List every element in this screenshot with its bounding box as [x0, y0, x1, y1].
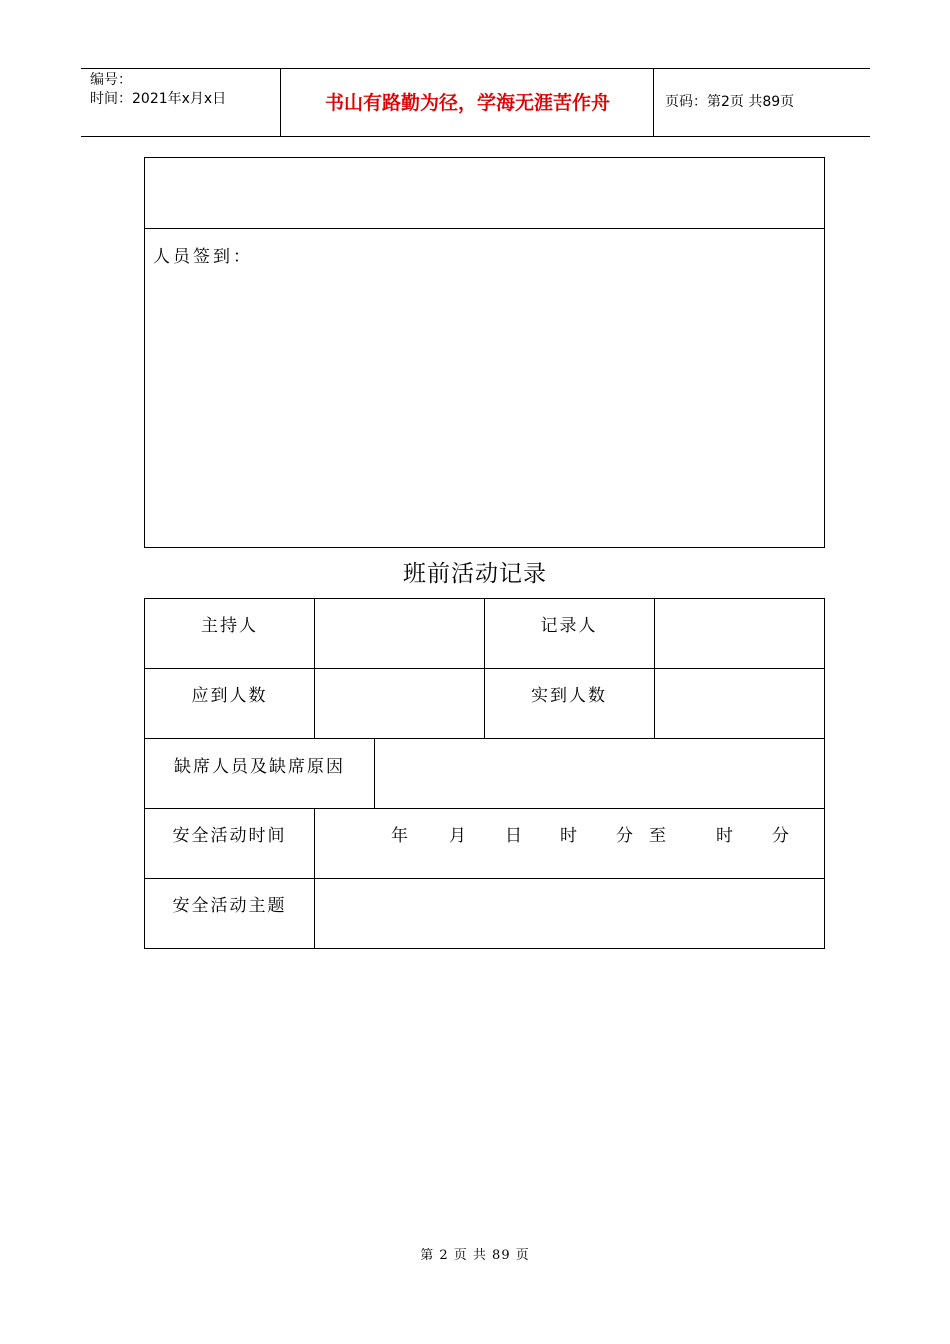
record-table — [144, 598, 825, 949]
header-motto-cell — [282, 69, 654, 136]
activity-time-label: 安全活动时间 — [172, 826, 287, 846]
page-footer: 第 2 页 共 89 页 — [420, 1248, 530, 1263]
header-motto: 书山有路勤为径，学海无涯苦作舟 — [324, 92, 610, 114]
expected-count-value[interactable] — [315, 685, 484, 707]
time-unit-minute: 分 — [616, 826, 633, 846]
signin-box-divider — [145, 228, 824, 229]
document-number-label: 编号： — [90, 72, 132, 88]
column-divider — [314, 809, 315, 949]
host-label: 主持人 — [201, 616, 258, 636]
activity-theme-label: 安全活动主题 — [172, 896, 287, 916]
time-unit-month: 月 — [449, 826, 466, 846]
time-unit-year: 年 — [391, 826, 408, 846]
time-unit-hour: 时 — [560, 826, 577, 846]
actual-count-value[interactable] — [655, 685, 825, 707]
record-title: 班前活动记录 — [403, 561, 547, 587]
absent-value[interactable] — [375, 756, 825, 778]
recorder-value[interactable] — [655, 615, 825, 637]
time-unit-minute-end: 分 — [772, 826, 789, 846]
time-unit-hour-end: 时 — [716, 826, 733, 846]
header-page-info: 页码：第2页 共89页 — [665, 94, 795, 110]
actual-count-label: 实到人数 — [531, 686, 607, 706]
document-time-label: 时间：2021年x月x日 — [90, 91, 227, 107]
row-divider — [145, 808, 824, 809]
header-meta-cell — [81, 69, 281, 136]
signin-box — [144, 157, 825, 548]
row-divider — [145, 878, 824, 879]
page-header — [81, 68, 870, 137]
activity-theme-value[interactable] — [315, 895, 825, 917]
header-page-cell — [655, 69, 870, 136]
absent-label: 缺席人员及缺席原因 — [174, 757, 345, 777]
time-unit-to: 至 — [649, 826, 666, 846]
time-unit-day: 日 — [505, 826, 522, 846]
expected-count-label: 应到人数 — [191, 686, 268, 706]
signin-label: 人员签到： — [153, 247, 253, 267]
host-value[interactable] — [315, 615, 484, 637]
recorder-label: 记录人 — [540, 616, 598, 636]
